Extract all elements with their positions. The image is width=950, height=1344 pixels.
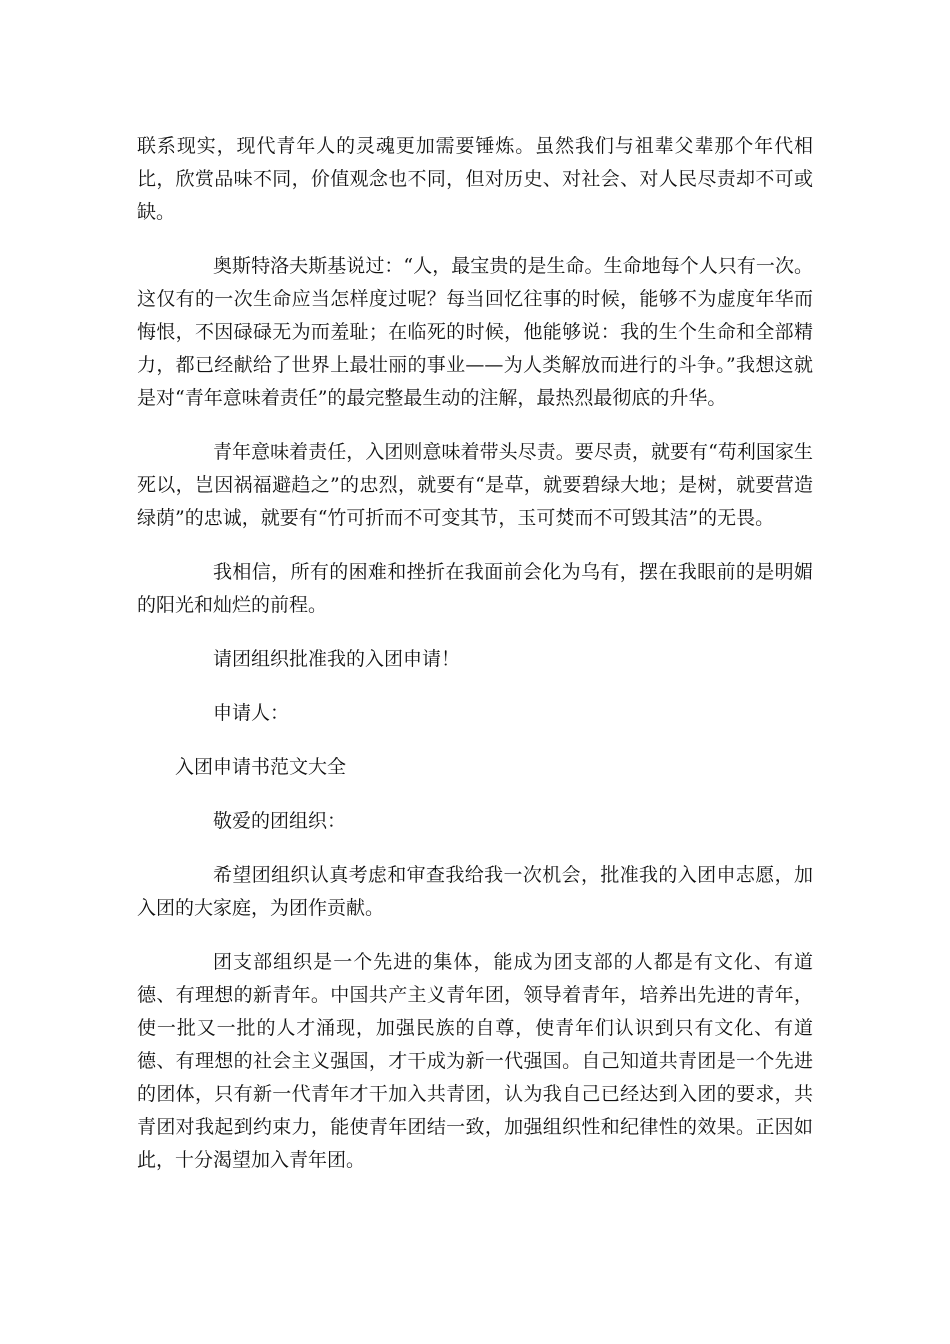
section-heading: 入团申请书范文大全 xyxy=(175,756,347,778)
paragraph-salutation: 敬爱的团组织： xyxy=(213,810,347,832)
paragraph-responsibility: 青年意味着责任，入团则意味着带头尽责。要尽责，就要有“苟利国家生死以，岂因祸福避趋之”的忠烈，就要有“是草，就要碧绿大地；是树，就要营造绿荫”的忠诚，就要有“竹可折而不可变其节，玉可焚而不可毁其洁”的无畏。 xyxy=(137,441,813,529)
paragraph-hope: 希望团组织认真考虑和审查我给我一次机会，批准我的入团申志愿，加入团的大家庭，为团作贡献。 xyxy=(137,864,813,919)
paragraph-league-description: 团支部组织是一个先进的集体，能成为团支部的人都是有文化、有道德、有理想的新青年。中国共产主义青年团，领导着青年，培养出先进的青年，使一批又一批的人才涌现，加强民族的自尊，使青年们认识到只有文化、有道德、有理想的社会主义强国，才干成为新一代强国。自己知道共青团是一个先进的团体，只有新一代青年才干加入共青团，认为我自己已经达到入团的要求，共青团对我起到约束力，能使青年团结一致，加强组织性和纪律性的效果。正因如此，十分渴望加入青年团。 xyxy=(137,951,813,1171)
paragraph-quote: 奥斯特洛夫斯基说过：“人，最宝贵的是生命。生命地每个人只有一次。这仅有的一次生命应当怎样度过呢？每当回忆往事的时候，能够不为虚度年华而悔恨，不因碌碌无为而羞耻；在临死的时候，他能够说：我的生个生命和全部精力，都已经献给了世界上最壮丽的事业——为人类解放而进行的斗争。”我想这就是对“青年意味着责任”的最完整最生动的注解，最热烈最彻底的升华。 xyxy=(137,255,813,409)
paragraph-belief: 我相信，所有的困难和挫折在我面前会化为乌有，摆在我眼前的是明媚的阳光和灿烂的前程。 xyxy=(137,561,813,616)
document-body xyxy=(137,130,813,1198)
paragraph-request: 请团组织批准我的入团申请！ xyxy=(213,648,461,670)
paragraph-applicant: 申请人： xyxy=(213,702,290,724)
paragraph-continuation: 联系现实，现代青年人的灵魂更加需要锤炼。虽然我们与祖辈父辈那个年代相比，欣赏品味不同，价值观念也不同，但对历史、对社会、对人民尽责却不可或缺。 xyxy=(137,135,813,223)
